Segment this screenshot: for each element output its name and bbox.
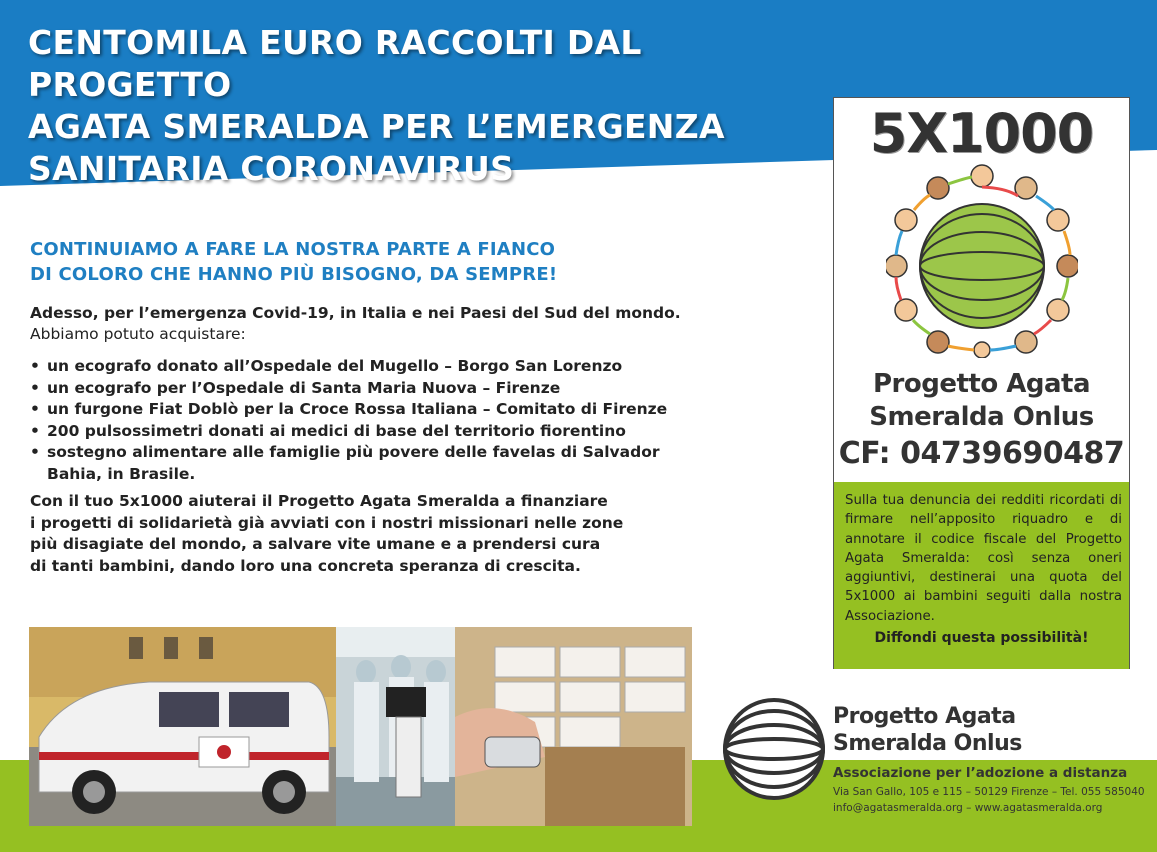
- footer-tagline: Associazione per l’adozione a distanza: [833, 765, 1128, 781]
- photo-strip: [29, 627, 692, 826]
- footer-contacts: info@agatasmeralda.org – www.agatasmeralda.org: [833, 802, 1103, 814]
- 5x1000-org-name: Progetto Agata Smeralda Onlus: [869, 369, 1094, 432]
- headline: CENTOMILA EURO RACCOLTI DAL PROGETTO AGATA SMERALDA PER L’EMERGENZA SANITARIA CORONAVIRUS: [28, 23, 725, 188]
- oximeters-photo: [455, 627, 692, 826]
- ambulance-photo: [29, 627, 336, 826]
- list-item: • un furgone Fiat Doblò per la Croce Rossa Italiana – Comitato di Firenze: [30, 399, 710, 421]
- intro-bold-line: Adesso, per l’emergenza Covid-19, in Italia e nei Paesi del Sud del mondo.: [30, 304, 681, 322]
- 5x1000-title: 5X1000: [869, 102, 1094, 165]
- intro-paragraph: [30, 303, 710, 345]
- instructions-text: Sulla tua denuncia dei redditi ricordati di firmare nell’apposito riquadro e di annotare il codice fiscale del Progetto Agata Smeralda: così senza oneri aggiuntivi, destinerai una quota del 5x1000 ai bambini seguiti dalla nostra Associazione.: [845, 493, 1122, 624]
- purchases-list: [30, 356, 710, 486]
- 5x1000-panel: [833, 97, 1130, 669]
- intro-regular-line: Abbiamo potuto acquistare:: [30, 325, 246, 343]
- list-item: • un ecografo donato all’Ospedale del Mugello – Borgo San Lorenzo: [30, 356, 710, 378]
- subheading: CONTINUIAMO A FARE LA NOSTRA PARTE A FIANCO DI COLORO CHE HANNO PIÙ BISOGNO, DA SEMPRE!: [30, 239, 558, 285]
- footer-org-name: Progetto Agata Smeralda Onlus: [833, 704, 1022, 756]
- fiscal-code: CF: 04739690487: [838, 436, 1125, 471]
- children-globe-icon: [886, 158, 1078, 358]
- hospital-photo: [336, 627, 455, 826]
- footer-address: Via San Gallo, 105 e 115 – 50129 Firenze – Tel. 055 585040: [833, 786, 1145, 798]
- closing-paragraph: Con il tuo 5x1000 aiuterai il Progetto Agata Smeralda a finanziare i progetti di solidarietà già avviati con i nostri missionari nelle zone più disagiate del mondo, a salvare vite umane e a prendersi cura di tanti bambini, dando loro una concreta speranza di crescita.: [30, 492, 624, 575]
- list-item: • sostegno alimentare alle famiglie più povere delle favelas di Salvador Bahia, in Brasile.: [30, 442, 710, 485]
- globe-logo-icon: [722, 697, 826, 801]
- call-to-action: Diffondi questa possibilità!: [874, 630, 1089, 646]
- 5x1000-instructions: [834, 482, 1129, 669]
- list-item: • un ecografo per l’Ospedale di Santa Maria Nuova – Firenze: [30, 378, 710, 400]
- list-item: • 200 pulsossimetri donati ai medici di base del territorio fiorentino: [30, 421, 710, 443]
